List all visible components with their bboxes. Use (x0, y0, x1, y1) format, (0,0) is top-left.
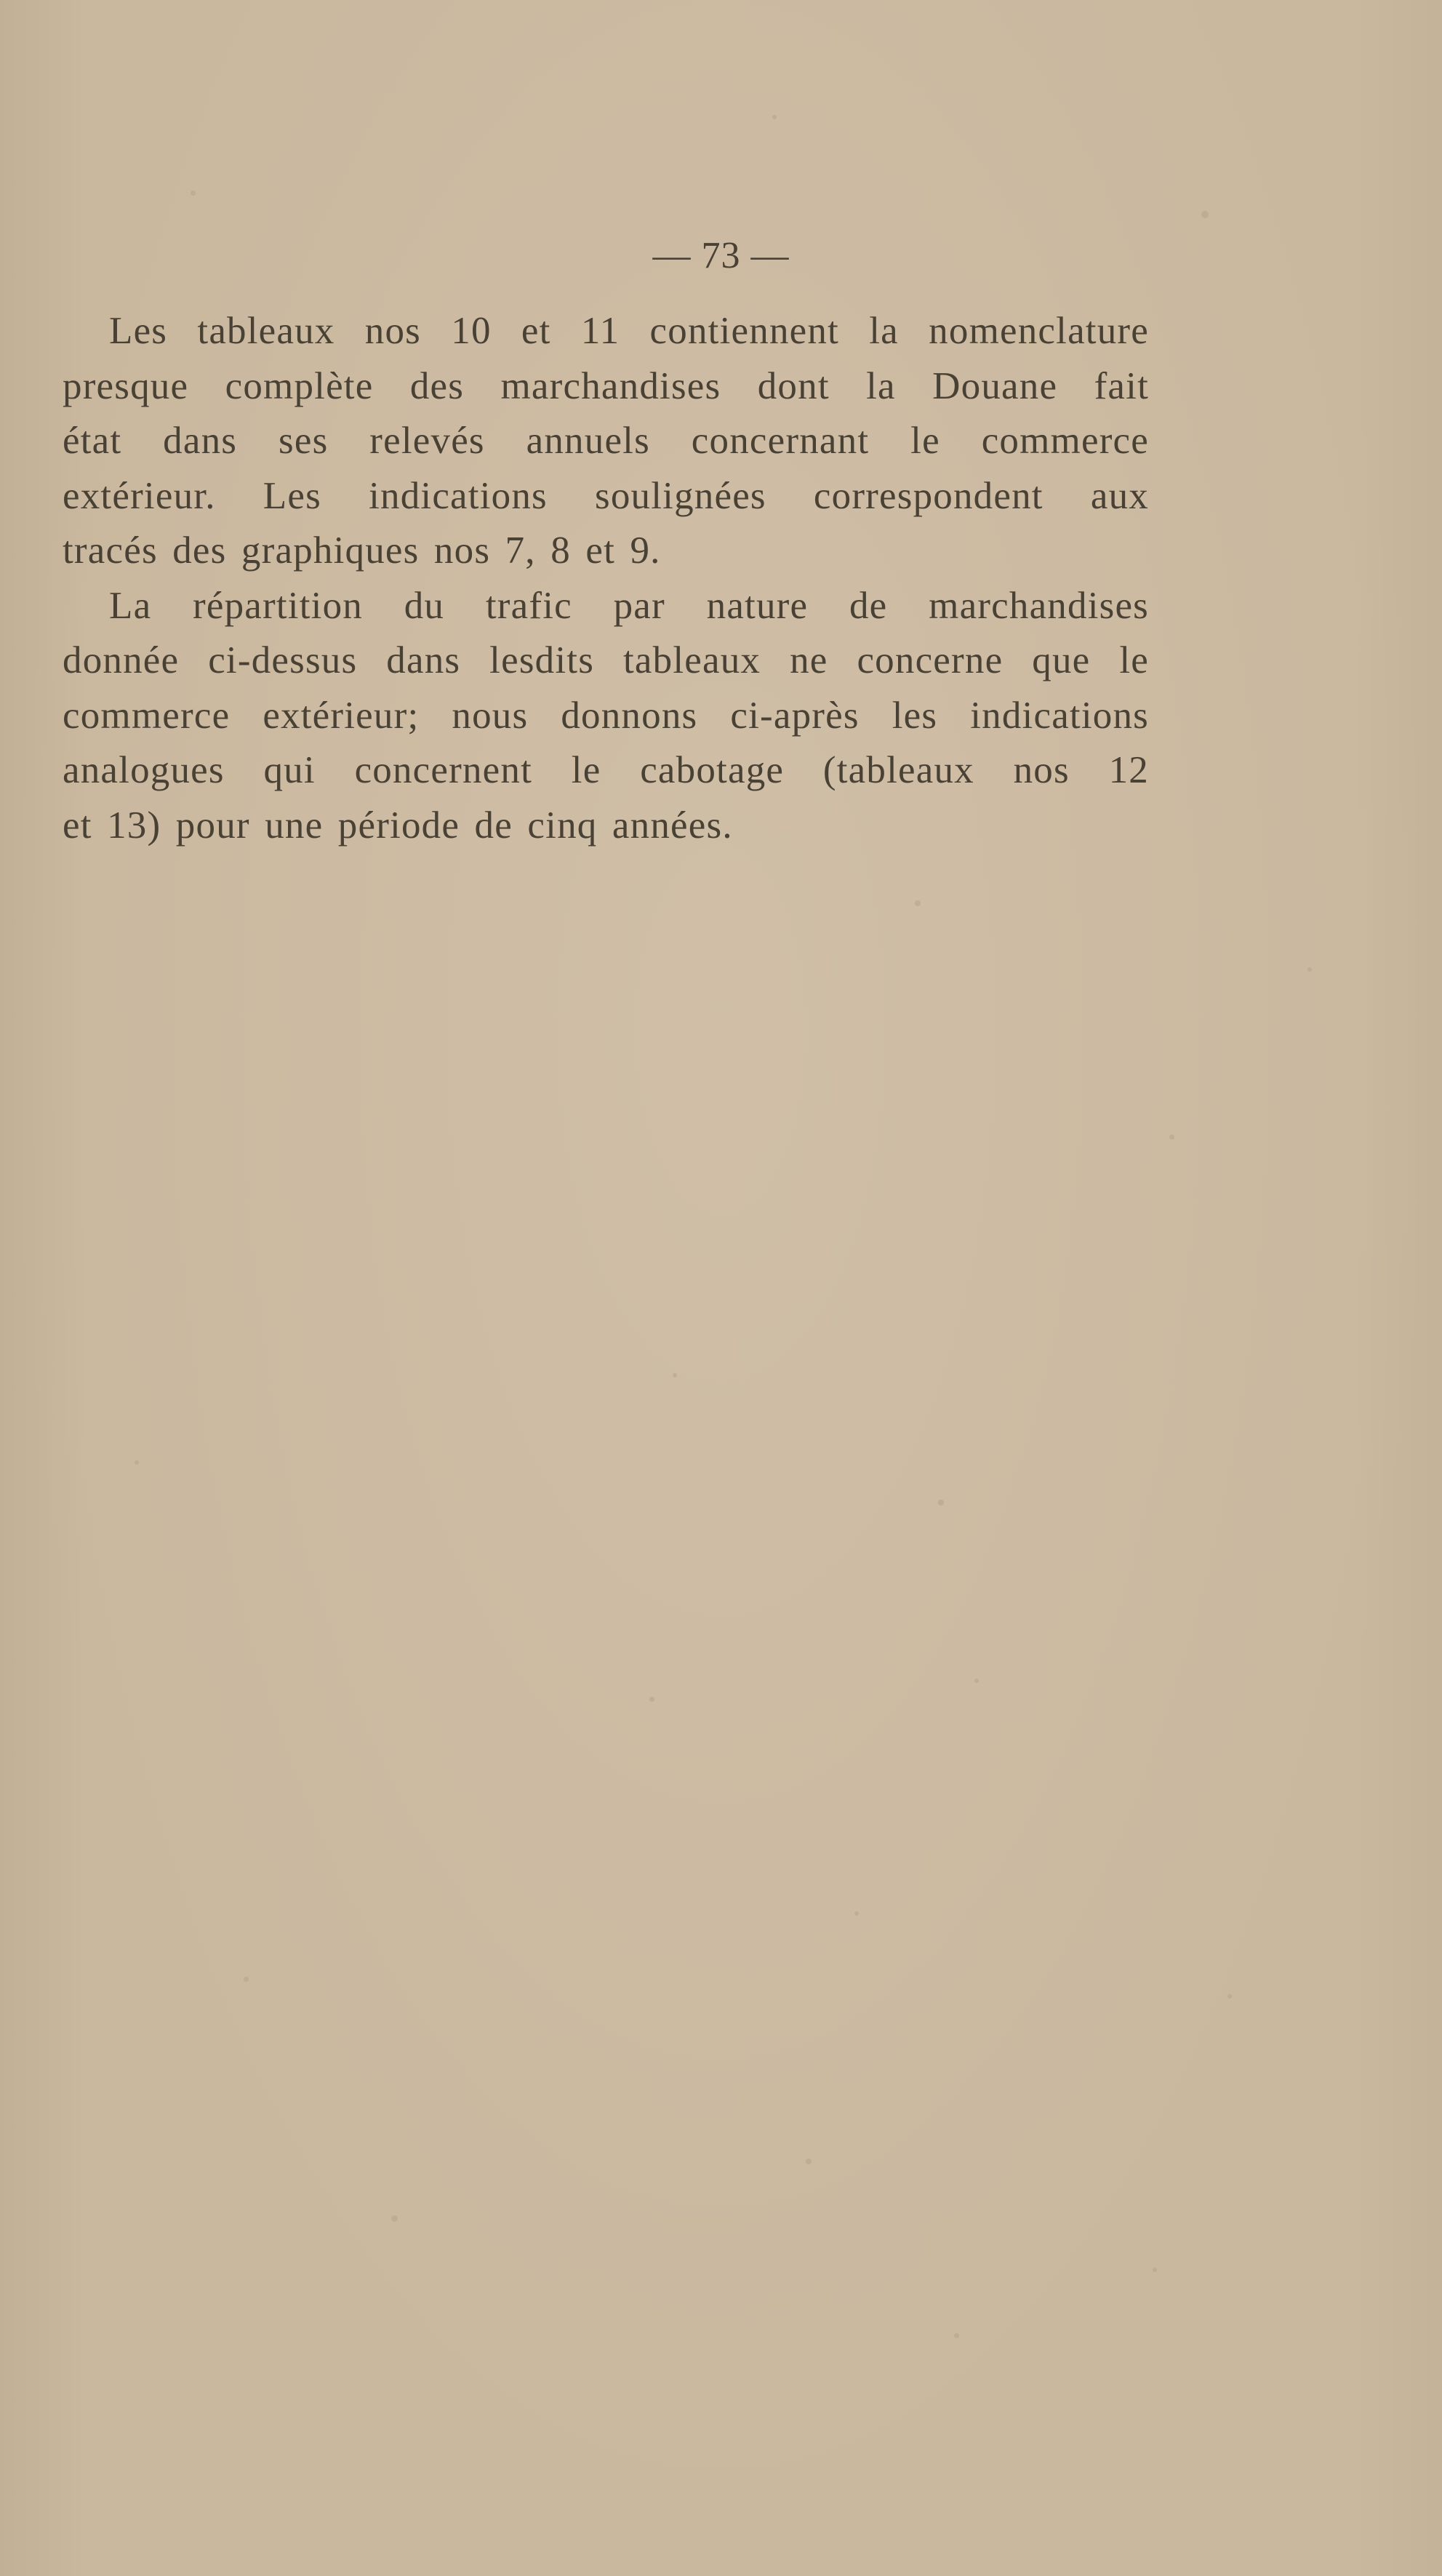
paper-speck (649, 1697, 654, 1702)
paragraph-1 (63, 304, 1149, 579)
paper-speck (806, 2159, 812, 2164)
paper-speck (135, 1460, 139, 1465)
page-number: — 73 — (652, 235, 790, 276)
paper-speck (854, 1911, 859, 1916)
text-line: Les tableaux nos 10 et 11 contiennent la nomenclature (109, 310, 1149, 352)
text-line: et 13) pour une période de cinq années. (63, 804, 733, 847)
text-line: La répartition du trafic par nature de marchandises (109, 584, 1149, 627)
paper-speck (1153, 2268, 1157, 2272)
paper-speck (244, 1977, 249, 1982)
paper-speck (191, 191, 196, 196)
paragraph-2 (63, 579, 1149, 854)
paper-speck (1201, 211, 1209, 218)
paper-speck (974, 1679, 979, 1683)
paper-speck (391, 2215, 398, 2222)
paper-speck (772, 115, 777, 119)
paper-speck (1307, 967, 1312, 972)
paper-speck (673, 1373, 677, 1377)
text-line: extérieur. Les indications soulignées correspondent aux (63, 474, 1149, 517)
text-line: état dans ses relevés annuels concernant le commerce (63, 420, 1149, 462)
paper-speck (1227, 1994, 1232, 1999)
paper-speck (1169, 1135, 1174, 1140)
text-line: donnée ci-dessus dans lesdits tableaux ne concerne que le (63, 639, 1149, 681)
text-line: tracés des graphiques nos 7, 8 et 9. (63, 529, 661, 572)
paper-speck (938, 1500, 944, 1505)
body-text (63, 304, 1149, 853)
text-line: analogues qui concernent le cabotage (tableaux nos 12 (63, 749, 1149, 791)
text-line: commerce extérieur; nous donnons ci-après les indications (63, 694, 1149, 737)
text-line: presque complète des marchandises dont la Douane fait (63, 364, 1149, 407)
paper-speck (954, 2333, 959, 2338)
paper-speck (915, 900, 921, 906)
